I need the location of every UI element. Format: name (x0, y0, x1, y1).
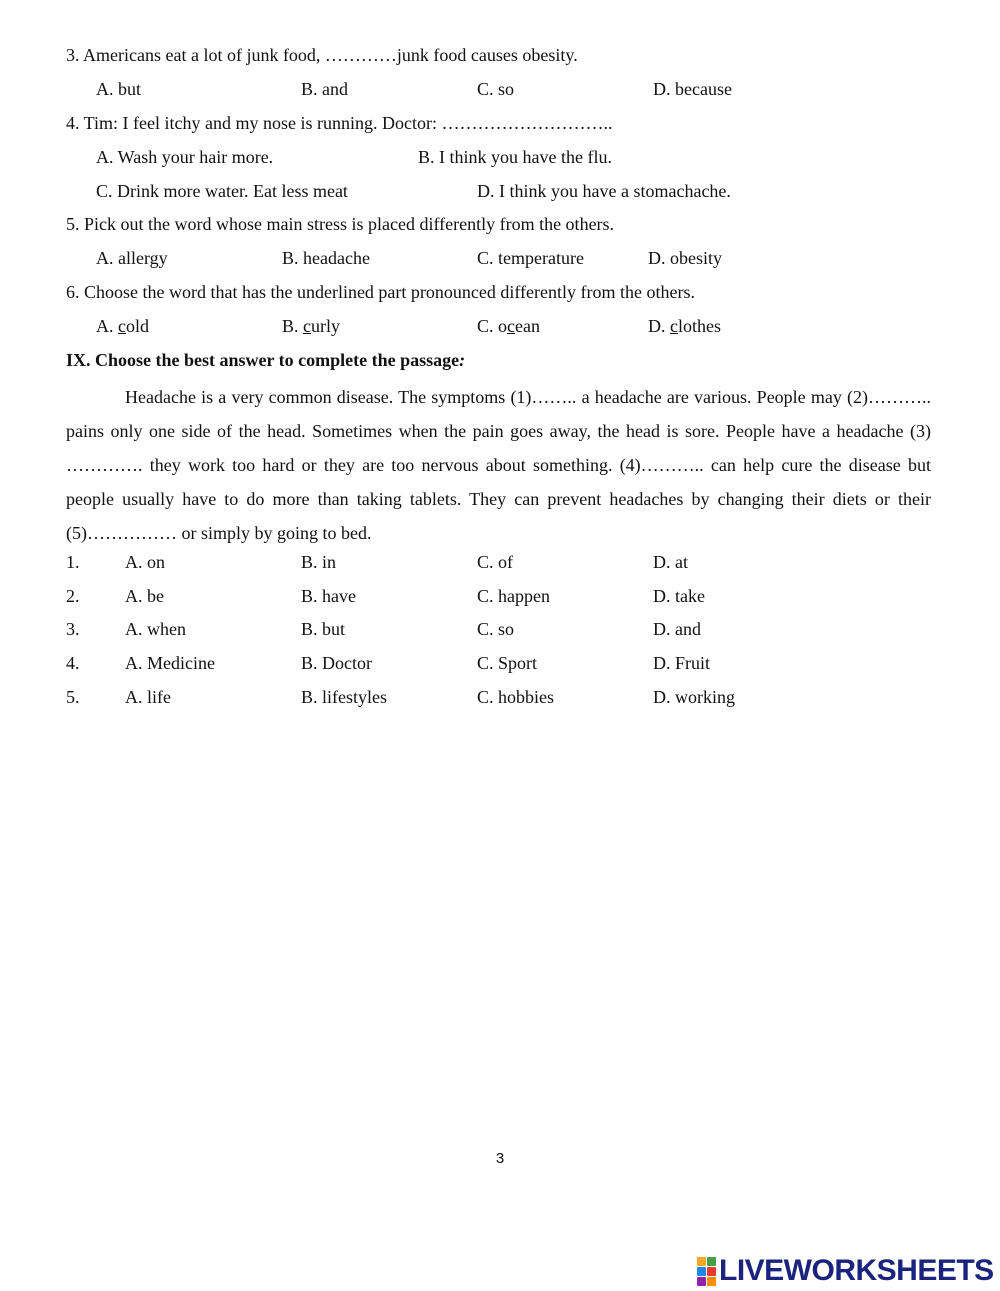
item-4-option-b[interactable]: B. Doctor (301, 653, 372, 673)
option-prefix: D. (648, 316, 670, 336)
item-4-option-c[interactable]: C. Sport (477, 653, 538, 673)
item-4-option-d[interactable]: D. Fruit (653, 653, 711, 673)
question-4-text: 4. Tim: I feel itchy and my nose is running. Doctor: ……………………….. (66, 113, 613, 133)
item-5-option-b[interactable]: B. lifestyles (301, 687, 387, 707)
item-4-number: 4. (66, 653, 80, 673)
item-5-option-a[interactable]: A. life (125, 687, 171, 707)
item-1-option-d[interactable]: D. at (653, 552, 688, 572)
q3-option-b[interactable]: B. and (301, 79, 348, 99)
underlined-letter: c (670, 316, 678, 336)
item-3-option-d[interactable]: D. and (653, 619, 701, 639)
option-prefix: C. o (477, 316, 508, 336)
heading-text: IX. Choose the best answer to complete the passage (66, 350, 460, 370)
logo-block (697, 1267, 706, 1276)
item-2-option-c[interactable]: C. happen (477, 586, 550, 606)
option-rest: urly (311, 316, 341, 336)
underlined-letter: c (118, 316, 126, 336)
item-5-option-c[interactable]: C. hobbies (477, 687, 555, 707)
option-rest: ean (515, 316, 540, 336)
underlined-letter: c (303, 316, 312, 336)
logo-block (697, 1277, 706, 1286)
reading-passage: Headache is a very common disease. The symptoms (1)…….. a headache are various. People may (2)……….. pains only one side of the head. Sometimes when the pain goes away, the head is sore. People have a headache (3) …………. they work too hard or they are too nervous about something. (4)……….. can help cure the disease but people usually have to do more than taking tablets. They can prevent headaches by changing their diets or their (5)…………… or simply by going to bed. (66, 387, 931, 543)
item-3-option-a[interactable]: A. when (125, 619, 186, 639)
question-6-text: 6. Choose the word that has the underlined part pronounced differently from the others. (66, 282, 695, 302)
item-3-option-b[interactable]: B. but (301, 619, 346, 639)
page-number: 3 (495, 1150, 505, 1167)
item-2-option-a[interactable]: A. be (125, 586, 164, 606)
q3-option-d[interactable]: D. because (653, 79, 732, 99)
logo-block (707, 1257, 716, 1266)
q4-option-c[interactable]: C. Drink more water. Eat less meat (96, 181, 348, 201)
q5-option-b[interactable]: B. headache (282, 248, 370, 268)
q4-option-a[interactable]: A. Wash your hair more. (96, 147, 274, 167)
option-prefix: A. (96, 316, 118, 336)
item-2-option-b[interactable]: B. have (301, 586, 356, 606)
q5-option-c[interactable]: C. temperature (477, 248, 584, 268)
option-rest: old (126, 316, 150, 336)
question-3-text: 3. Americans eat a lot of junk food, …………junk food causes obesity. (66, 45, 578, 65)
q3-option-a[interactable]: A. but (96, 79, 141, 99)
q3-option-c[interactable]: C. so (477, 79, 515, 99)
q6-option-b[interactable] (282, 314, 340, 338)
question-5-text: 5. Pick out the word whose main stress is placed differently from the others. (66, 214, 615, 234)
item-1-number: 1. (66, 552, 80, 572)
item-1-option-b[interactable]: B. in (301, 552, 337, 572)
q6-option-d[interactable] (648, 314, 721, 338)
logo-block (707, 1267, 716, 1276)
item-3-number: 3. (66, 619, 80, 639)
q6-option-c[interactable] (477, 314, 540, 338)
item-3-option-c[interactable]: C. so (477, 619, 515, 639)
item-1-option-a[interactable]: A. on (125, 552, 165, 572)
logo-block (707, 1277, 716, 1286)
logo-block (697, 1257, 706, 1266)
item-2-number: 2. (66, 586, 80, 606)
item-5-number: 5. (66, 687, 80, 707)
item-4-option-a[interactable]: A. Medicine (125, 653, 215, 673)
item-2-option-d[interactable]: D. take (653, 586, 705, 606)
heading-colon: : (459, 350, 466, 370)
q4-option-d[interactable]: D. I think you have a stomachache. (477, 181, 731, 201)
logo-blocks-icon (697, 1257, 716, 1286)
q4-option-b[interactable]: B. I think you have the flu. (418, 147, 612, 167)
logo-text: LIVEWORKSHEETS (719, 1254, 994, 1287)
liveworksheets-logo[interactable] (697, 1255, 994, 1287)
item-1-option-c[interactable]: C. of (477, 552, 513, 572)
item-5-option-d[interactable]: D. working (653, 687, 735, 707)
q5-option-d[interactable]: D. obesity (648, 248, 722, 268)
q6-option-a[interactable] (96, 314, 149, 338)
option-prefix: B. (282, 316, 304, 336)
q5-option-a[interactable]: A. allergy (96, 248, 168, 268)
option-rest: lothes (678, 316, 721, 336)
underlined-letter: c (507, 316, 516, 336)
section-9-heading (66, 348, 465, 372)
